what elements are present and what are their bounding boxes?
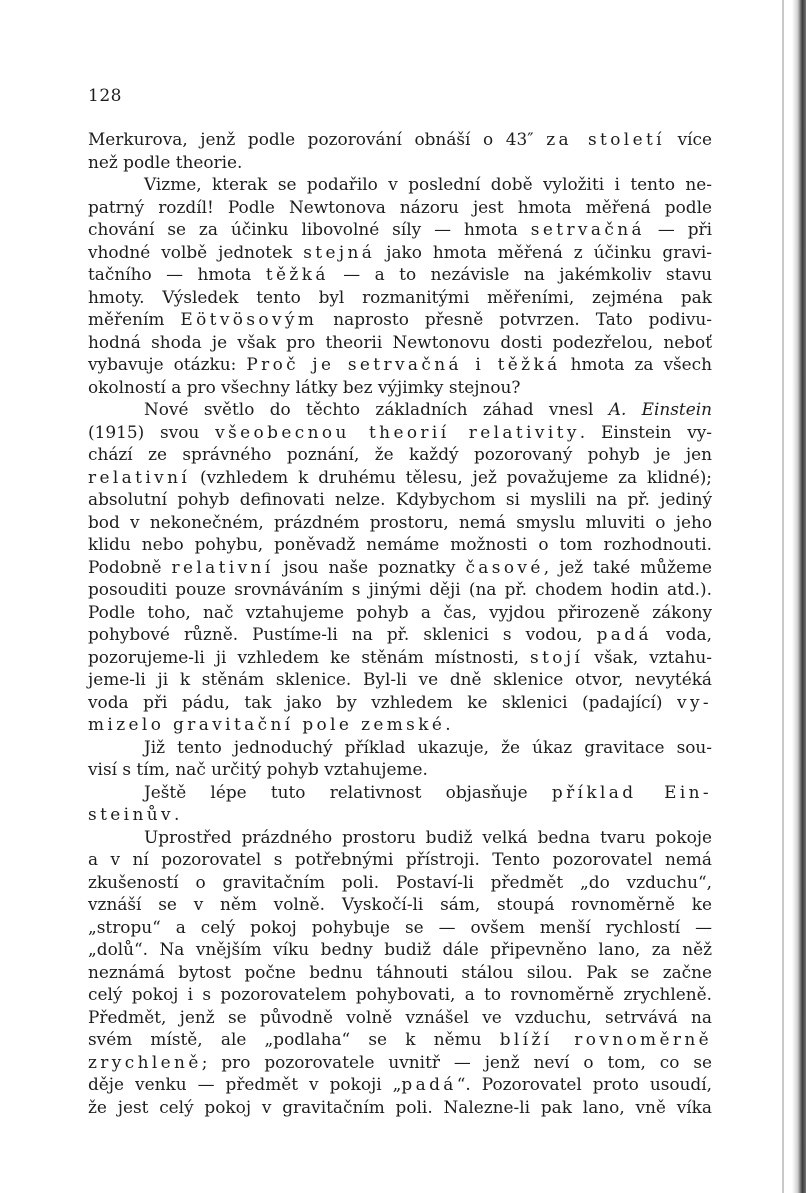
- text-run: Již tento jednoduchý příklad ukazuje, že úkaz gravitace sou-: [144, 736, 712, 757]
- page-binding-shadow-line: [782, 0, 784, 1193]
- text-line: [88, 398, 712, 421]
- text-run: „stropu“ a celý pokoj pohybuje se — ovšem menší rychlostí —: [88, 916, 712, 937]
- text-run: Podobně: [88, 556, 172, 577]
- text-line: [88, 1028, 712, 1051]
- spaced-emphasis: stojí: [530, 646, 584, 667]
- spaced-emphasis: padá: [596, 624, 652, 644]
- spaced-emphasis: všeobecnou theorií relativity: [215, 421, 580, 442]
- spaced-emphasis: padá: [401, 1074, 457, 1094]
- page-binding-edge: [792, 0, 806, 1193]
- text-line: [88, 533, 712, 556]
- text-run: pozorujeme-li ji vzhledem ke stěnám místnosti,: [88, 646, 530, 667]
- italic-name: A. Einstein: [608, 399, 712, 419]
- text-run: visí s tím, nač určitý pohyb vztahujeme.: [88, 759, 428, 779]
- text-run: Předmět, jenž se původně volně vznášel ve vzduchu, setrvává na: [88, 1006, 712, 1027]
- text-run: . Einstein vy-: [579, 421, 712, 442]
- spaced-emphasis: Eötvösovým: [180, 309, 318, 329]
- text-line: [88, 668, 712, 691]
- text-run: Podle toho, nač vztahujeme pohyb a čas, vyjdou přirozeně zákony: [88, 601, 712, 622]
- text-line: [88, 848, 712, 871]
- spaced-emphasis: zrychleně: [88, 1051, 202, 1072]
- text-line: [88, 241, 712, 264]
- text-run: vybavuje otázku:: [88, 354, 247, 374]
- text-run: pohybové různě. Pustíme-li na př. sklenici s vodou,: [88, 624, 597, 644]
- text-line: [88, 781, 712, 804]
- spaced-emphasis: stejná: [303, 241, 376, 262]
- text-line: [88, 353, 712, 376]
- text-run: ; pro pozorovatele uvnitř — jenž neví o tom, co se: [201, 1051, 712, 1072]
- text-run: Ještě lépe tuto relativnost objasňuje: [144, 781, 552, 802]
- text-run: Merkurova, jenž podle pozorování obnáší o 43″: [88, 129, 547, 149]
- text-line: [88, 961, 712, 984]
- text-run: jako hmota měřená z účinku gravi-: [375, 241, 712, 262]
- text-run: absolutní pohyb definovati nelze. Kdybychom si myslili na př. jediný: [88, 489, 712, 509]
- text-line: [88, 1096, 712, 1119]
- text-line: [88, 736, 712, 759]
- spaced-emphasis: mizelo gravitační pole zemské: [88, 714, 446, 734]
- body-text: [88, 128, 712, 1118]
- text-run: bod v nekonečném, prázdném prostoru, nemá smyslu mluviti o jeho: [88, 511, 712, 532]
- text-run: a v ní pozorovatel s potřebnými přístroji. Tento pozorovatel nemá: [88, 849, 712, 869]
- text-run: děje venku — předmět v pokoji „: [88, 1074, 402, 1094]
- text-run: (1915) svou: [88, 421, 216, 442]
- spaced-emphasis: relativní: [171, 556, 274, 577]
- text-line: [88, 803, 712, 826]
- spaced-emphasis: vy-: [677, 691, 712, 712]
- text-run: patrný rozdíl! Podle Newtonova názoru jest hmota měřená podle: [88, 196, 712, 217]
- text-run: voda,: [651, 624, 712, 644]
- spaced-emphasis: Proč je setrvačná i těžká: [246, 354, 561, 374]
- text-line: [88, 511, 712, 534]
- spaced-emphasis: setrvačná: [530, 219, 645, 239]
- spaced-emphasis: příklad Ein-: [551, 781, 713, 802]
- text-line: [88, 601, 712, 624]
- text-run: Uprostřed prázdného prostoru budiž velká bedna tvaru pokoje: [144, 826, 712, 847]
- spaced-emphasis: těžká: [265, 264, 329, 284]
- text-run: celý pokoj i s pozorovatelem pohybovati, a to rovnoměrně zrychleně.: [88, 984, 712, 1004]
- text-line: [88, 826, 712, 849]
- text-line: [88, 376, 712, 399]
- text-run: klidu nebo pohybu, poněvadž nemáme možnosti o tom rozhodnouti.: [88, 534, 712, 554]
- text-run: měřením: [88, 309, 181, 329]
- text-run: .: [445, 714, 451, 734]
- text-line: [88, 1006, 712, 1029]
- spaced-emphasis: za století: [546, 129, 665, 149]
- text-run: — a to nezávisle na jakémkoliv stavu: [328, 264, 712, 284]
- text-run: — při: [644, 219, 712, 239]
- text-run: chází ze správného poznání, že každý pozorovaný pohyb je jen: [88, 444, 712, 464]
- text-line: [88, 758, 712, 781]
- text-line: [88, 916, 712, 939]
- text-run: (vzhledem k druhému tělesu, jež považujeme za klidné);: [190, 466, 712, 487]
- spaced-emphasis: časové: [465, 556, 544, 577]
- text-run: vhodné volbě jednotek: [88, 241, 304, 262]
- text-run: jeme-li ji k stěnám sklenice. Byl-li ve dně sklenice otvor, nevytéká: [88, 669, 712, 689]
- text-line: [88, 893, 712, 916]
- text-run: že jest celý pokoj v gravitačním poli. Nalezne-li pak lano, vně víka: [88, 1096, 712, 1117]
- text-run: “. Pozorovatel proto usoudí,: [456, 1074, 712, 1094]
- spaced-emphasis: steinův: [88, 804, 174, 824]
- text-line: [88, 623, 712, 646]
- text-line: [88, 578, 712, 601]
- text-line: [88, 173, 712, 196]
- text-run: Nové světlo do těchto základních záhad vnesl: [144, 399, 609, 419]
- text-line: [88, 331, 712, 354]
- text-line: [88, 488, 712, 511]
- text-run: než podle theorie.: [88, 151, 243, 172]
- text-run: naprosto přesně potvrzen. Tato podivu-: [317, 309, 713, 329]
- text-run: .: [173, 804, 180, 824]
- text-line: [88, 218, 712, 241]
- spaced-emphasis: blíží rovnoměrně: [499, 1029, 713, 1049]
- text-run: hmota za všech: [560, 354, 712, 374]
- text-line: [88, 1073, 712, 1096]
- text-run: okolností a pro všechny látky bez výjimky stejnou?: [88, 376, 521, 397]
- text-line: [88, 128, 712, 151]
- text-run: neznámá bytost počne bednu táhnouti stálou silou. Pak se začne: [88, 961, 712, 982]
- text-line: [88, 443, 712, 466]
- text-line: [88, 871, 712, 894]
- text-run: , jež také můžeme: [543, 556, 713, 577]
- text-run: jsou naše poznatky: [273, 556, 466, 577]
- text-line: [88, 556, 712, 579]
- text-run: Vizme, kterak se podařilo v poslední době vyložiti i tento ne-: [144, 174, 712, 194]
- text-run: však, vztahu-: [583, 646, 712, 667]
- text-run: tačního — hmota: [88, 264, 266, 284]
- text-line: [88, 938, 712, 961]
- text-run: „dolů“. Na vnějším víku bedny budiž dále připevněno lano, za něž: [88, 939, 712, 959]
- text-line: [88, 466, 712, 489]
- text-run: více: [664, 129, 712, 149]
- text-line: [88, 983, 712, 1006]
- text-line: [88, 263, 712, 286]
- text-line: [88, 713, 712, 736]
- text-line: [88, 151, 712, 174]
- text-run: chování se za účinku libovolné síly — hmota: [88, 219, 531, 239]
- text-run: posouditi pouze srovnáváním s jinými ději (na př. chodem hodin atd.).: [88, 579, 712, 599]
- text-line: [88, 196, 712, 219]
- text-run: vznáší se v něm volně. Vyskočí-li sám, stoupá rovnoměrně ke: [88, 894, 712, 914]
- text-line: [88, 691, 712, 714]
- spaced-emphasis: relativní: [88, 466, 191, 487]
- text-line: [88, 1051, 712, 1074]
- text-run: voda při pádu, tak jako by vzhledem ke sklenici (padající): [88, 691, 677, 712]
- text-run: svém místě, ale „podlaha“ se k němu: [88, 1029, 500, 1049]
- text-line: [88, 421, 712, 444]
- text-line: [88, 286, 712, 309]
- text-run: hodná shoda je však pro theorii Newtonovu dosti podezřelou, neboť: [88, 331, 712, 352]
- text-run: hmoty. Výsledek tento byl rozmanitými měřeními, zejména pak: [88, 286, 712, 307]
- text-line: [88, 308, 712, 331]
- text-line: [88, 646, 712, 669]
- page-number: 128: [88, 86, 122, 106]
- text-run: zkušeností o gravitačním poli. Postaví-li předmět „do vzduchu“,: [88, 871, 712, 892]
